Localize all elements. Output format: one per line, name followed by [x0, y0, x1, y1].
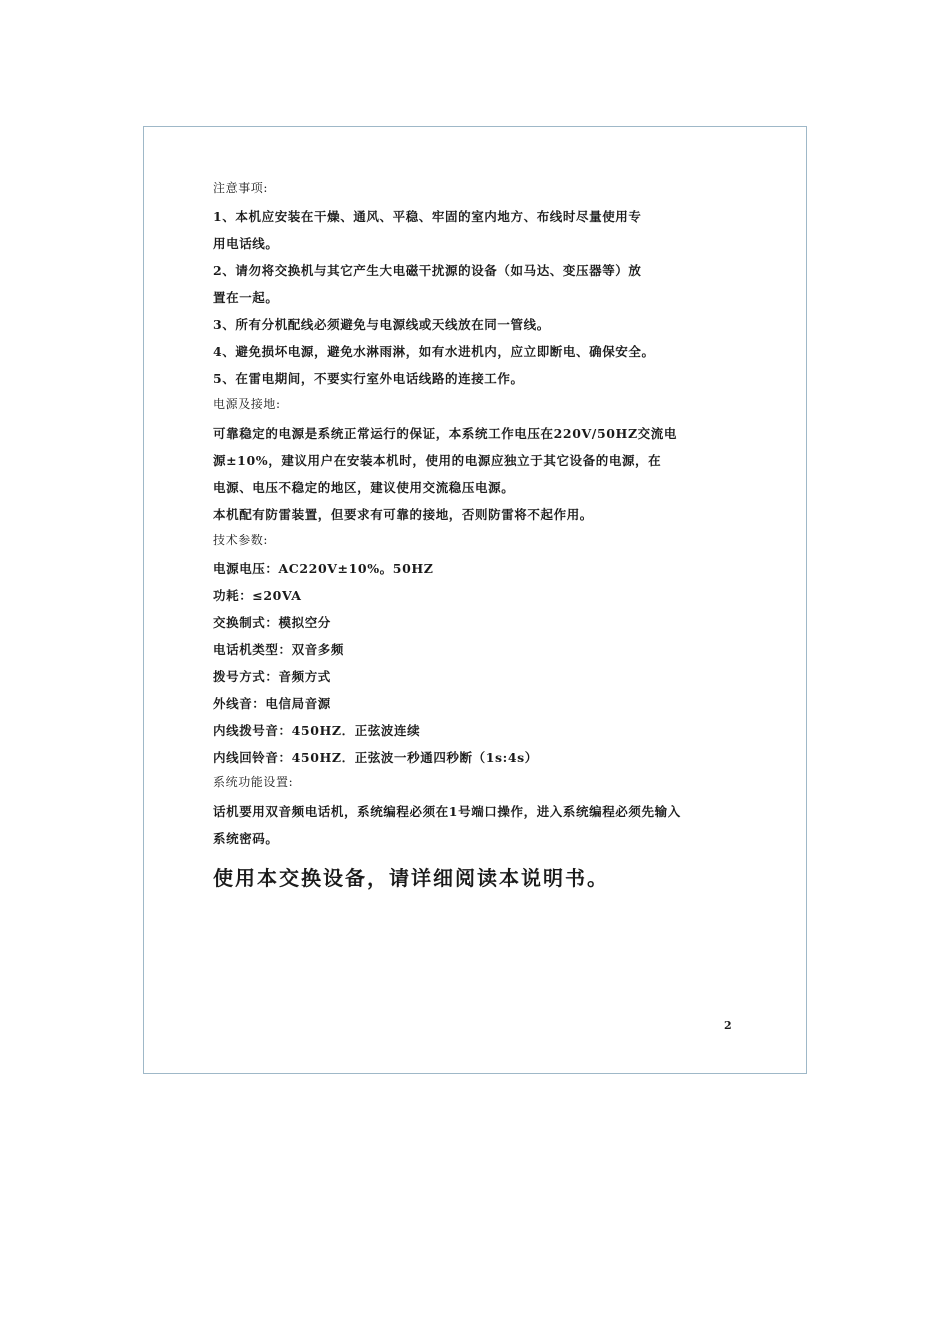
system-line-1: 话机要用双音频电话机，系统编程必须在1号端口操作，进入系统编程必须先输入: [213, 804, 681, 819]
page-number: 2: [724, 1019, 732, 1032]
notes-line-6: 4、避免损坏电源，避免水淋雨淋，如有水进机内，应立即断电、确保安全。: [213, 344, 655, 359]
power-line-3: 电源、电压不稳定的地区，建议使用交流稳压电源。: [213, 480, 515, 495]
system-line-2: 系统密码。: [213, 831, 279, 846]
power-line-2: 源±10%，建议用户在安装本机时，使用的电源应独立于其它设备的电源，在: [213, 453, 662, 468]
tech-line-7: 内线拨号音：450HZ．正弦波连续: [213, 723, 421, 738]
power-heading: 电源及接地:: [213, 397, 281, 411]
notes-line-2: 用电话线。: [213, 236, 279, 251]
tech-line-3: 交换制式：模拟空分: [213, 615, 331, 630]
tech-line-2: 功耗：≤20VA: [213, 588, 302, 603]
notes-line-7: 5、在雷电期间，不要实行室外电话线路的连接工作。: [213, 371, 524, 386]
notes-line-4: 置在一起。: [213, 290, 279, 305]
tech-line-1: 电源电压：AC220V±10%。50HZ: [213, 561, 434, 576]
system-heading: 系统功能设置:: [213, 775, 294, 789]
notes-line-3: 2、请勿将交换机与其它产生大电磁干扰源的设备（如马达、变压器等）放: [213, 263, 642, 278]
notes-line-1: 1、本机应安装在干燥、通风、平稳、牢固的室内地方、布线时尽量使用专: [213, 209, 642, 224]
tech-heading: 技术参数:: [213, 533, 269, 547]
closing-statement: 使用本交换设备，请详细阅读本说明书。: [213, 866, 609, 890]
tech-line-5: 拨号方式：音频方式: [213, 669, 331, 684]
tech-line-4: 电话机类型：双音多频: [213, 642, 345, 657]
tech-line-6: 外线音：电信局音源: [213, 696, 331, 711]
power-line-4: 本机配有防雷装置，但要求有可靠的接地，否则防雷将不起作用。: [213, 507, 593, 522]
notes-line-5: 3、所有分机配线必须避免与电源线或天线放在同一管线。: [213, 317, 550, 332]
notes-heading: 注意事项:: [213, 181, 269, 195]
power-line-1: 可靠稳定的电源是系统正常运行的保证，本系统工作电压在220V/50HZ交流电: [213, 426, 677, 441]
tech-line-8: 内线回铃音：450HZ．正弦波一秒通四秒断（1s:4s）: [213, 750, 538, 765]
